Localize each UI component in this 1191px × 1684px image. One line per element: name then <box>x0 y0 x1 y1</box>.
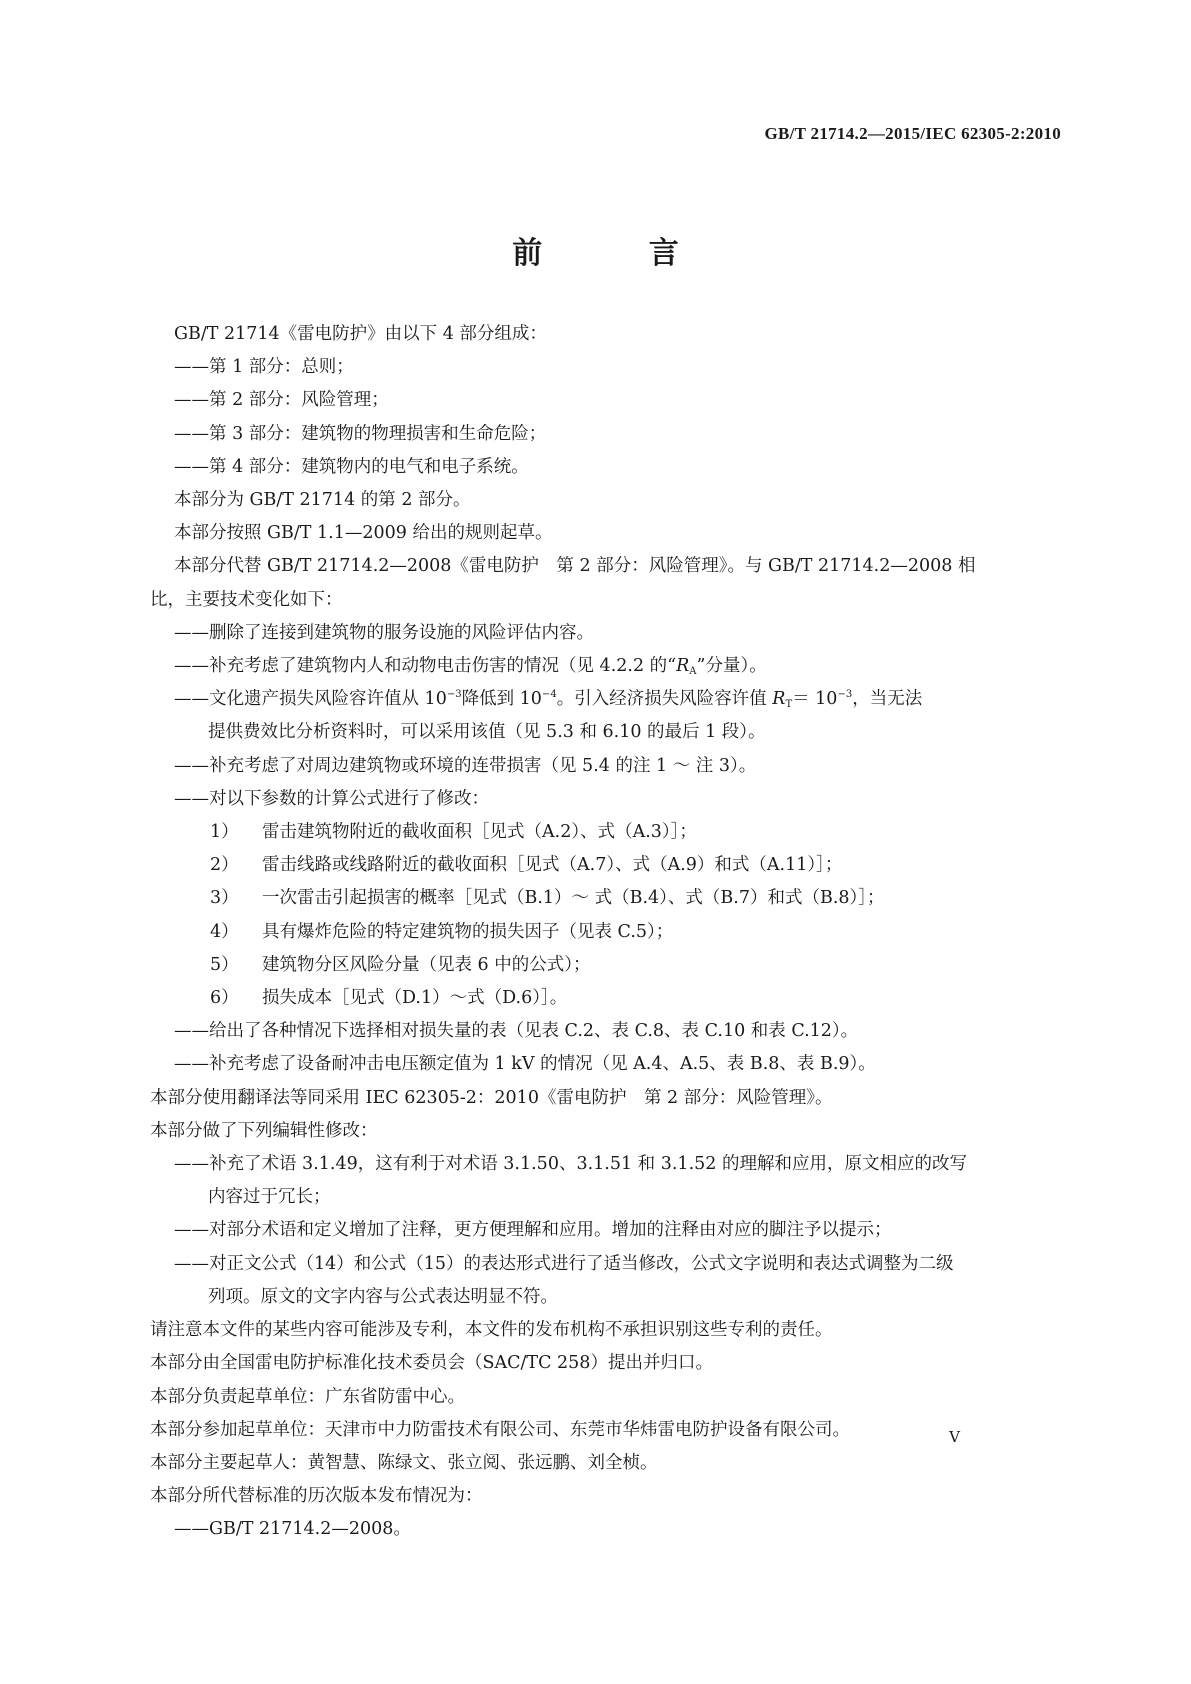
foreword-body <box>150 318 1050 1547</box>
text: ——补充考虑了建筑物内人和动物电击伤害的情况（见 4.2.2 的“ <box>174 656 677 677</box>
subscript: T <box>785 699 793 711</box>
item-number: 1） <box>210 822 239 843</box>
paragraph: 本部分所代替标准的历次版本发布情况为： <box>150 1486 483 1507</box>
paragraph: 本部分代替 GB/T 21714.2—2008《雷电防护 第 2 部分：风险管理》。与 GB/T 21714.2—2008 相 <box>174 556 976 577</box>
text: ——文化遗产损失风险容许值从 10 <box>174 689 447 710</box>
list-item: ——给出了各种情况下选择相对损失量的表（见表 C.2、表 C.8、表 C.10 和表 C.12）。 <box>174 1021 859 1042</box>
sub-list-item <box>150 949 1050 982</box>
paragraph: 本部分负责起草单位：广东省防雷中心。 <box>150 1386 465 1407</box>
item-number: 2） <box>210 855 239 876</box>
paragraph: 请注意本文件的某些内容可能涉及专利，本文件的发布机构不承担识别这些专利的责任。 <box>150 1320 833 1341</box>
list-item <box>150 650 1050 683</box>
item-text: 雷击线路或线路附近的截收面积［见式（A.7）、式（A.9）和式（A.11）］； <box>262 855 843 876</box>
list-item: ——GB/T 21714.2—2008。 <box>174 1519 411 1540</box>
text: ”分量）。 <box>696 656 767 677</box>
item-number: 5） <box>210 954 239 975</box>
exponent: −3 <box>837 689 853 701</box>
text: ＝ 10 <box>792 689 838 710</box>
sub-list-item <box>150 849 1050 882</box>
list-item: ——补充考虑了对周边建筑物或环境的连带损害（见 5.4 的注 1 ～ 注 3）。 <box>174 755 757 776</box>
item-text: 一次雷击引起损害的概率［见式（B.1）～ 式（B.4）、式（B.7）和式（B.8）］； <box>262 888 885 909</box>
list-item-continuation: 内容过于冗长； <box>208 1187 331 1208</box>
sub-list-item <box>150 882 1050 915</box>
paragraph: 本部分做了下列编辑性修改： <box>150 1120 378 1141</box>
text: 。引入经济损失风险容许值 <box>556 689 773 710</box>
list-item-continuation: 列项。原文的文字内容与公式表达明显不符。 <box>208 1286 558 1307</box>
list-item: ——删除了连接到建筑物的服务设施的风险评估内容。 <box>174 622 594 643</box>
standard-code-header: GB/T 21714.2—2015/IEC 62305-2:2010 <box>764 124 1061 143</box>
item-number: 6） <box>210 988 239 1009</box>
paragraph: 本部分按照 GB/T 1.1—2009 给出的规则起草。 <box>174 523 553 544</box>
page-number: V <box>949 1428 960 1446</box>
sub-list-item <box>150 982 1050 1015</box>
list-item: ——补充考虑了设备耐冲击电压额定值为 1 kV 的情况（见 A.4、A.5、表 B.8、表 B.9）。 <box>174 1054 876 1075</box>
list-item: ——第 1 部分：总则； <box>174 357 354 378</box>
exponent: −4 <box>541 689 557 701</box>
paragraph: 本部分为 GB/T 21714 的第 2 部分。 <box>174 490 471 511</box>
exponent: −3 <box>446 689 462 701</box>
list-item: ——对正文公式（14）和公式（15）的表达形式进行了适当修改，公式文字说明和表达式调整为二级 <box>174 1253 954 1274</box>
paragraph: 本部分主要起草人：黄智慧、陈绿文、张立阅、张远鹏、刘全桢。 <box>150 1452 658 1473</box>
sub-list-item <box>150 816 1050 849</box>
list-item <box>150 683 1050 716</box>
item-text: 损失成本［见式（D.1）～式（D.6）］。 <box>262 988 568 1009</box>
item-text: 雷击建筑物附近的截收面积［见式（A.2）、式（A.3）］； <box>262 822 697 843</box>
paragraph: 本部分由全国雷电防护标准化技术委员会（SAC/TC 258）提出并归口。 <box>150 1353 713 1374</box>
paragraph: GB/T 21714《雷电防护》由以下 4 部分组成： <box>174 324 547 344</box>
list-item: ——第 2 部分：风险管理； <box>174 390 389 411</box>
list-item-continuation: 提供费效比分析资料时，可以采用该值（见 5.3 和 6.10 的最后 1 段）。 <box>208 722 766 743</box>
paragraph: 本部分参加起草单位：天津市中力防雷技术有限公司、东莞市华炜雷电防护设备有限公司。 <box>150 1419 850 1440</box>
item-text: 具有爆炸危险的特定建筑物的损失因子（见表 C.5）； <box>262 921 674 942</box>
paragraph-continuation: 比，主要技术变化如下： <box>150 589 343 610</box>
list-item: ——补充了术语 3.1.49，这有利于对术语 3.1.50、3.1.51 和 3.1.52 的理解和应用，原文相应的改写 <box>174 1154 967 1175</box>
list-item: ——第 3 部分：建筑物的物理损害和生命危险； <box>174 423 547 444</box>
paragraph: 本部分使用翻译法等同采用 IEC 62305-2：2010《雷电防护 第 2 部分：风险管理》。 <box>150 1087 833 1108</box>
page-title: 前 言 <box>512 236 727 271</box>
variable: R <box>676 656 690 677</box>
sub-list-item <box>150 916 1050 949</box>
item-number: 3） <box>210 888 239 909</box>
subscript: A <box>689 666 697 678</box>
variable: R <box>772 689 786 710</box>
list-item: ——对部分术语和定义增加了注释，更方便理解和应用。增加的注释由对应的脚注予以提示； <box>174 1220 892 1241</box>
list-item: ——第 4 部分：建筑物内的电气和电子系统。 <box>174 456 529 477</box>
list-item: ——对以下参数的计算公式进行了修改： <box>174 788 489 809</box>
item-text: 建筑物分区风险分量（见表 6 中的公式）； <box>262 954 591 975</box>
text: ，当无法 <box>852 689 923 710</box>
text: 降低到 10 <box>461 689 542 710</box>
item-number: 4） <box>210 921 239 942</box>
